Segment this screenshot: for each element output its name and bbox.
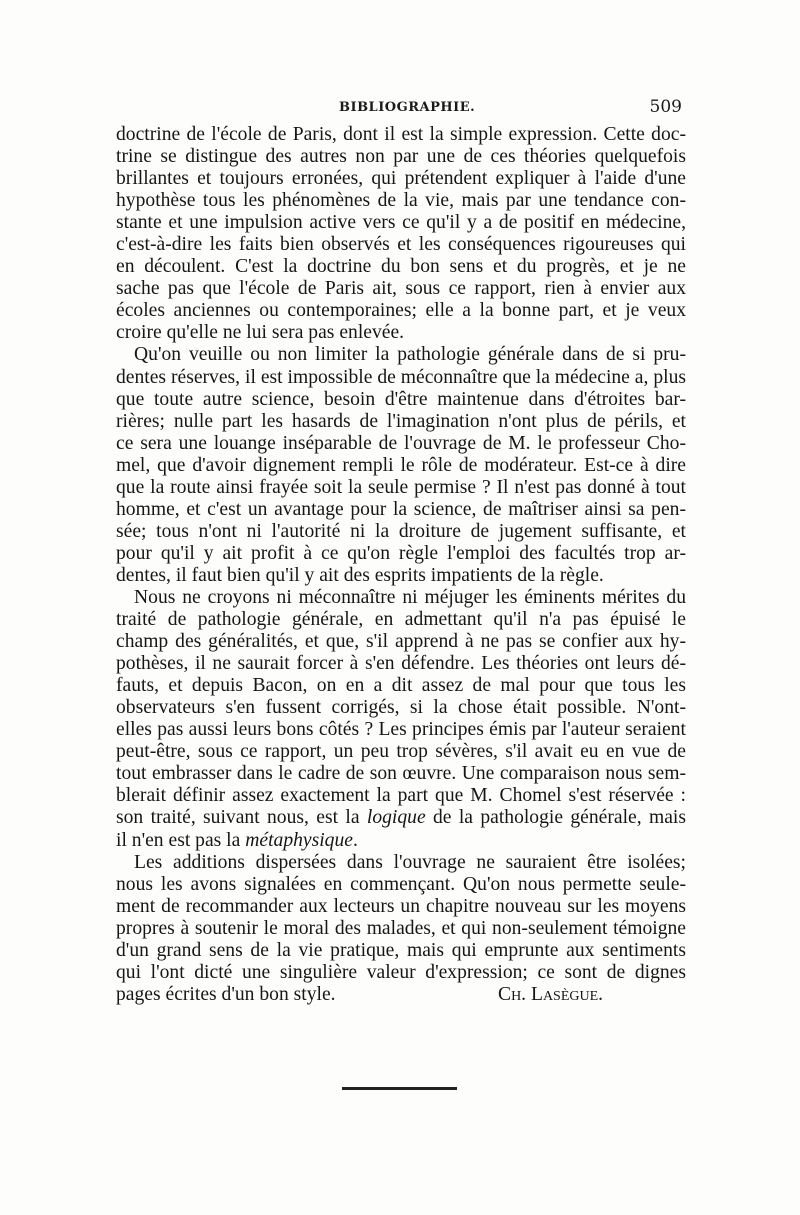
text-line: doctrine de l'école de Paris, dont il est la simple expression. Cette doc- (116, 124, 686, 145)
text-line: blerait définir assez exactement la part que M. Chomel s'est réservée : (116, 785, 686, 807)
paragraph-3 (116, 587, 686, 852)
text-line: pour qu'il y ait profit à ce qu'on règle l'emploi des facultés trop ar- (116, 542, 686, 564)
text-line: sée; tous n'ont ni l'autorité ni la droiture de jugement suffisante, et (116, 520, 686, 542)
text-line: trine se distingue des autres non par une de ces théories quelquefois (116, 146, 686, 168)
text-line: ment de recommander aux lecteurs un chapitre nouveau sur les moyens (116, 895, 686, 917)
text-line: propres à soutenir le moral des malades, et qui non-seulement témoigne (116, 917, 686, 939)
text-line: fauts, et depuis Bacon, on en a dit assez de mal pour que tous les (116, 675, 686, 697)
text-line: observateurs s'en fussent corrigés, si la chose était possible. N'ont- (116, 697, 686, 719)
text-line: qui l'ont dicté une singulière valeur d'expression; ce sont de dignes (116, 961, 686, 983)
author-signature: Ch. Lasègue. (498, 983, 604, 1005)
paragraph-4 (116, 852, 686, 1006)
text-line: nous les avons signalées en commençant. Qu'on nous permette seule- (116, 873, 686, 895)
text-line: en découlent. C'est la doctrine du bon sens et du progrès, et je ne (116, 256, 686, 278)
text-line: que toute autre science, besoin d'être maintenue dans d'étroites bar- (116, 388, 686, 410)
text-line: brillantes et toujours erronées, qui prétendent expliquer à l'aide d'une (116, 168, 686, 190)
text-line: tout embrasser dans le cadre de son œuvre. Une comparaison nous sem- (116, 763, 686, 785)
text-line: d'un grand sens de la vie pratique, mais qui emprunte aux sentiments (116, 939, 686, 961)
signature-line (116, 984, 686, 1006)
text-line: Qu'on veuille ou non limiter la pathologie générale dans de si pru- (134, 344, 686, 366)
text-line: champ des généralités, et que, s'il apprend à ne pas se confier aux hy- (116, 631, 686, 653)
text-line: pothèses, il ne saurait forcer à s'en défendre. Les théories ont leurs dé- (116, 653, 686, 675)
text-line: peut-être, sous ce rapport, un peu trop sévères, s'il avait eu en vue de (116, 741, 686, 763)
text-line: pages écrites d'un bon style. (116, 983, 336, 1005)
page-number: 509 (649, 97, 682, 117)
text-line: sache pas que l'école de Paris ait, sous ce rapport, rien à envier aux (116, 278, 686, 300)
paragraph-1 (116, 124, 686, 344)
text-line: il n'en est pas la métaphysique. (116, 829, 358, 851)
text-line: Nous ne croyons ni méconnaître ni méjuger les éminents mérites du (134, 586, 686, 608)
closing-rule (342, 1087, 457, 1090)
text-line: écoles anciennes ou contemporaines; elle a la bonne part, et je veux (116, 300, 686, 322)
text-line: hypothèse tous les phénomènes de la vie, mais par une tendance con- (116, 190, 686, 212)
text-line: dentes, il faut bien qu'il y ait des esprits impatients de la règle. (116, 564, 604, 586)
text-line: dentes réserves, il est impossible de méconnaître que la médecine a, plus (116, 366, 686, 388)
paragraph-2 (116, 344, 686, 587)
text-line: Les additions dispersées dans l'ouvrage ne sauraient être isolées; (134, 851, 686, 873)
text-line: mel, que d'avoir dignement rempli le rôle de modérateur. Est-ce à dire (116, 454, 686, 476)
text-line: croire qu'elle ne lui sera pas enlevée. (116, 322, 405, 344)
text-line: homme, et c'est un avantage pour la science, de maîtriser ainsi sa pen- (116, 498, 686, 520)
text-line: elles pas aussi leurs bons côtés ? Les principes émis par l'auteur seraient (116, 719, 686, 741)
running-title: BIBLIOGRAPHIE. (339, 100, 476, 115)
text-line: c'est-à-dire les faits bien observés et les conséquences rigoureuses qui (116, 234, 686, 256)
text-line: stante et une impulsion active vers ce qu'il y a de positif en médecine, (116, 212, 686, 234)
body-text (116, 124, 686, 1006)
text-line: son traité, suivant nous, est la logique de la pathologie générale, mais (116, 807, 686, 829)
text-line: traité de pathologie générale, en admettant qu'il n'a pas épuisé le (116, 609, 686, 631)
page-header (117, 97, 684, 123)
text-line: rières; nulle part les hasards de l'imagination n'ont plus de périls, et (116, 410, 686, 432)
text-line: que la route ainsi frayée soit la seule permise ? Il n'est pas donné à tout (116, 476, 686, 498)
text-line: ce sera une louange inséparable de l'ouvrage de M. le professeur Cho- (116, 432, 686, 454)
